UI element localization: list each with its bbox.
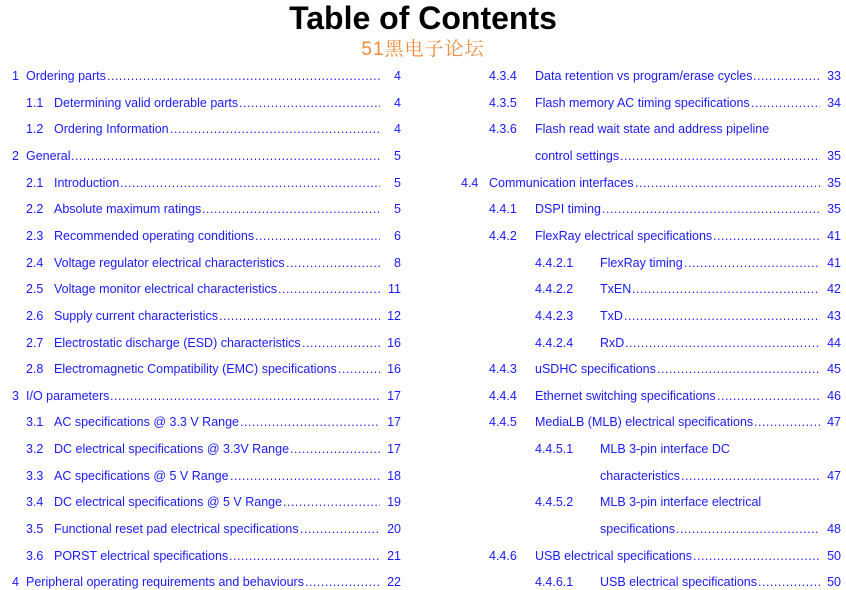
toc-entry-title: Ethernet switching specifications [535,388,716,403]
toc-entry-page: 4 [394,122,401,137]
toc-entry[interactable] [26,202,401,217]
toc-entry-page: 50 [827,548,841,563]
toc-entry-title: Absolute maximum ratings [54,202,202,217]
toc-entry-number: 4.4.2.2 [535,282,574,297]
toc-entry[interactable] [535,469,841,484]
toc-entry-title: AC specifications @ 5 V Range [54,468,229,483]
toc-entry[interactable] [489,149,841,164]
toc-entry[interactable] [535,309,841,324]
toc-entry-number: 3.3 [26,468,44,483]
toc-entry-title: AC specifications @ 3.3 V Range [54,415,240,430]
toc-entry-number: 4.3.5 [489,95,517,110]
toc-leader-dots [693,549,820,564]
toc-entry-page: 17 [387,415,401,430]
watermark: 51黑电子论坛 [361,39,485,60]
toc-leader-dots [219,309,380,324]
toc-leader-dots [278,282,380,297]
toc-entry-page: 33 [827,69,841,83]
toc-leader-dots [229,549,380,564]
toc-entry-title: RxD [600,335,625,350]
toc-leader-dots [302,336,380,351]
toc-entry[interactable] [489,229,841,244]
toc-entry-title: Voltage monitor electrical characteristics [54,282,278,297]
toc-entry-page: 6 [394,228,401,243]
toc-entry-number: 3.2 [26,442,44,457]
toc-entry[interactable] [489,69,841,84]
toc-entry[interactable] [12,575,401,590]
toc-entry-number: 1.1 [26,95,44,110]
toc-entry-page: 35 [827,175,841,190]
toc-entry-page: 48 [827,522,841,537]
toc-entry-title: DC electrical specifications @ 5 V Range [54,495,283,510]
toc-entry-number: 4.3.4 [489,69,517,83]
toc-entry[interactable] [489,549,841,564]
toc-leader-dots [305,575,380,590]
toc-entry-page: 18 [387,468,401,483]
toc-leader-dots [684,256,820,271]
toc-entry[interactable] [26,96,401,111]
toc-entry-page: 16 [387,362,401,377]
toc-entry-number: 4.4.6 [489,548,517,563]
toc-entry-title: Data retention vs program/erase cycles [535,69,753,83]
toc-entry-page: 20 [387,522,401,537]
toc-entry-number: 3.6 [26,548,44,563]
toc-entry[interactable] [489,202,841,217]
toc-leader-dots [713,229,820,244]
toc-leader-dots [754,415,820,430]
toc-leader-dots [758,575,820,590]
toc-leader-dots [624,309,820,324]
toc-entry-title: TxD [600,308,623,323]
toc-entry-number: 4.4.3 [489,362,517,377]
toc-entry[interactable] [26,336,401,351]
toc-entry-number: 4.4.2.1 [535,255,574,270]
toc-entry-title: DSPI timing [535,202,601,217]
toc-entry-number: 4.4.2.3 [535,308,574,323]
toc-entry-number: 4.4.2 [489,228,517,243]
toc-entry-page: 5 [394,175,401,190]
toc-entry-number: 1 [12,69,19,83]
toc-entry-title: FlexRay timing [600,255,683,270]
toc-entry-title: specifications [600,522,676,537]
toc-entry[interactable] [535,282,841,297]
toc-entry-title: Voltage regulator electrical characteristics [54,255,285,270]
toc-entry[interactable] [489,415,841,430]
toc-entry-page: 34 [827,95,841,110]
toc-leader-dots [632,282,820,297]
toc-entry[interactable] [26,442,401,457]
toc-entry[interactable] [12,389,401,404]
toc-entry-title: TxEN [600,282,632,297]
toc-entry[interactable] [26,282,401,297]
toc-leader-dots [753,69,820,84]
toc-entry-page: 21 [387,548,401,563]
toc-entry[interactable] [535,495,841,510]
page-title: Table of Contents [289,0,557,36]
toc-leader-dots [120,176,380,191]
toc-entry-page: 41 [827,228,841,243]
toc-entry[interactable] [489,96,841,111]
toc-entry-page: 42 [827,282,841,297]
toc-entry[interactable] [535,256,841,271]
toc-entry-page: 4 [394,69,401,83]
toc-leader-dots [602,202,820,217]
toc-entry[interactable] [26,522,401,537]
toc-entry-title: Flash read wait state and address pipeline [535,122,770,137]
toc-entry-title: Flash memory AC timing specifications [535,95,750,110]
toc-leader-dots [620,149,820,164]
toc-entry-page: 50 [827,575,841,590]
toc-entry-page: 16 [387,335,401,350]
toc-entry-number: 3 [12,388,19,403]
toc-leader-dots [338,362,380,377]
toc-entry-title: General [26,148,71,163]
toc-entry-number: 4.4.4 [489,388,517,403]
toc-entry-page: 4 [394,95,401,110]
toc-leader-dots [625,336,820,351]
toc-entry-title: MediaLB (MLB) electrical specifications [535,415,754,430]
toc-entry[interactable] [26,549,401,564]
toc-entry-title: USB electrical specifications [600,575,758,590]
toc-entry[interactable] [535,442,841,457]
toc-entry-number: 3.5 [26,522,44,537]
toc-entry-number: 4.4.6.1 [535,575,574,590]
toc-entry-number: 2.8 [26,362,44,377]
toc-entry-number: 3.1 [26,415,44,430]
toc-entry-title: Ordering Information [54,122,169,137]
toc-entry-number: 2.6 [26,308,44,323]
toc-entry-number: 4 [12,575,19,590]
toc-entry-page: 44 [827,335,841,350]
toc-entry-number: 2.3 [26,228,44,243]
toc-entry[interactable] [26,229,401,244]
toc-entry-title: USB electrical specifications [535,548,693,563]
toc-leader-dots [71,149,380,164]
toc-entry[interactable] [26,415,401,430]
toc-entry[interactable] [12,69,401,84]
toc-entry-number: 4.4.5.2 [535,495,574,510]
toc-entry-page: 35 [827,148,841,163]
toc-entry[interactable] [26,362,401,377]
toc-leader-dots [751,96,820,111]
toc-entry-title: MLB 3-pin interface electrical [600,495,762,510]
toc-leader-dots [635,176,820,191]
toc-entry[interactable] [489,389,841,404]
toc-entry-page: 11 [388,282,401,297]
toc-entry-title: Introduction [54,175,120,190]
toc-entry-number: 1.2 [26,122,44,137]
toc-entry[interactable] [26,309,401,324]
toc-entry[interactable] [535,336,841,351]
toc-entry-page: 43 [827,308,841,323]
toc-entry[interactable] [535,522,841,537]
toc-entry-page: 5 [394,202,401,217]
toc-entry-number: 4.4.1 [489,202,517,217]
toc-entry-number: 4.4.5.1 [535,442,574,457]
toc-entry-title: MLB 3-pin interface DC [600,442,730,457]
toc-entry[interactable] [489,122,841,137]
toc-entry-page: 19 [387,495,401,510]
toc-entry[interactable] [26,256,401,271]
toc-entry-page: 5 [394,148,401,163]
toc-leader-dots [717,389,820,404]
toc-entry-title: Recommended operating conditions [54,228,255,243]
toc-entry[interactable] [489,362,841,377]
toc-entry-page: 47 [827,468,841,483]
toc-entry-number: 4.4.5 [489,415,517,430]
toc-entry-number: 4.4 [461,175,479,190]
toc-leader-dots [286,256,380,271]
toc-entry-page: 12 [387,308,401,323]
toc-entry[interactable] [26,122,401,137]
toc-entry-number: 2.4 [26,255,44,270]
toc-leader-dots [107,69,380,84]
toc-entry[interactable] [461,176,841,191]
toc-entry-page: 8 [394,255,401,270]
toc-entry-page: 46 [827,388,841,403]
toc-entry-number: 4.3.6 [489,122,517,137]
toc-entry-number: 2.1 [26,175,44,190]
toc-entry-page: 35 [827,202,841,217]
toc-entry[interactable] [26,469,401,484]
toc-entry-number: 2.5 [26,282,44,297]
toc-leader-dots [300,522,380,537]
toc-entry-title: uSDHC specifications [535,362,656,377]
toc-leader-dots [255,229,380,244]
toc-entry-number: 2.7 [26,335,44,350]
toc-leader-dots [681,469,820,484]
toc-entry-title: Determining valid orderable parts [54,95,239,110]
toc-entry-page: 47 [827,415,841,430]
toc-entry-title: Communication interfaces [489,175,634,190]
toc-entry-title: FlexRay electrical specifications [535,228,713,243]
toc-entry-number: 2 [12,148,19,163]
toc-entry-title: Functional reset pad electrical specifications [54,522,299,537]
toc-entry-number: 2.2 [26,202,44,217]
toc-leader-dots [202,202,380,217]
toc-entry[interactable] [12,149,401,164]
toc-entry-title: PORST electrical specifications [54,548,229,563]
toc-leader-dots [239,96,380,111]
toc-leader-dots [283,495,380,510]
toc-entry-title: Electromagnetic Compatibility (EMC) specifications [54,362,337,377]
toc-leader-dots [676,522,820,537]
toc-entry-page: 22 [387,575,401,590]
toc-entry-page: 41 [827,255,841,270]
toc-entry-page: 45 [827,362,841,377]
toc-entry-title: I/O parameters [26,388,110,403]
toc-entry[interactable] [26,176,401,191]
toc-entry-number: 4.4.2.4 [535,335,574,350]
toc-entry-number: 3.4 [26,495,44,510]
toc-leader-dots [657,362,820,377]
toc-entry-title: Supply current characteristics [54,308,218,323]
toc-leader-dots [240,415,380,430]
toc-leader-dots [230,469,380,484]
toc-leader-dots [170,122,380,137]
toc-entry-page: 17 [387,442,401,457]
toc-entry-title: Electrostatic discharge (ESD) characteristics [54,335,301,350]
toc-leader-dots [110,389,380,404]
toc-entry-page: 17 [387,388,401,403]
toc-entry[interactable] [535,575,841,590]
toc-entry-title: control settings [535,148,620,163]
toc-leader-dots [290,442,380,457]
toc-entry-title: Peripheral operating requirements and behaviours [26,575,304,590]
toc-entry-title: Ordering parts [26,69,106,83]
toc-entry-title: DC electrical specifications @ 3.3V Range [54,442,290,457]
toc-entry-title: characteristics [600,468,680,483]
toc-entry[interactable] [26,495,401,510]
